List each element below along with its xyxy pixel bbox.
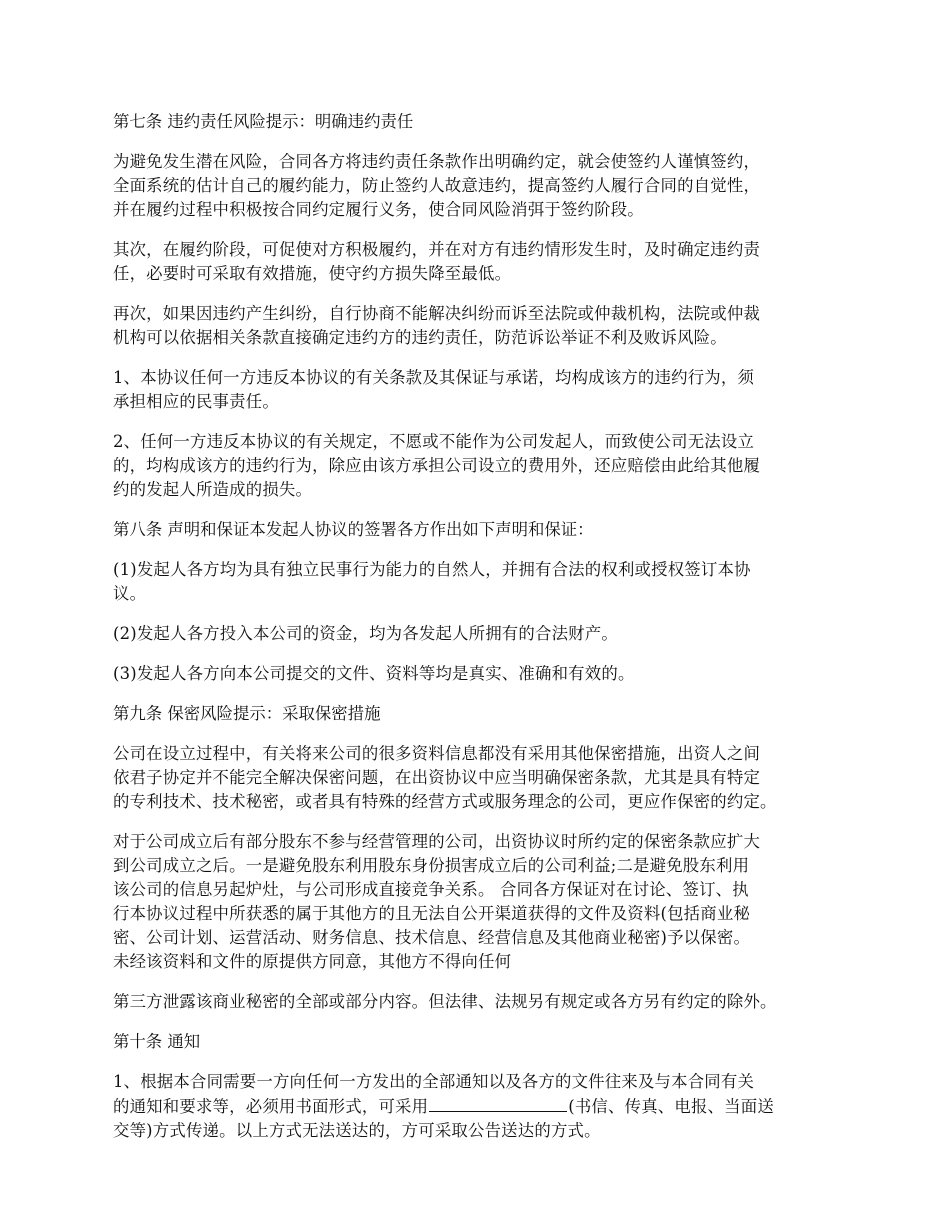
- text-line: 依君子协定并不能完全解决保密问题，在出资协议中应当明确保密条款，尤其是具有特定: [113, 768, 761, 787]
- text-line: 未经该资料和文件的原提供方同意，其他方不得向任何: [113, 952, 512, 971]
- article-7-paragraph-2: [113, 238, 855, 286]
- text-line: (2)发起人各方投入本公司的资金，均为各发起人所拥有的合法财产。: [113, 624, 618, 643]
- text-line: [113, 1094, 855, 1119]
- article-7-paragraph-3: [113, 302, 855, 350]
- text-line: 交等)方式传递。以上方式无法送达的，方可采取公告送达的方式。: [113, 1121, 601, 1140]
- text-line: 任，必要时可采取有效措施，使守约方损失降至最低。: [113, 264, 512, 283]
- article-8-item-3: [113, 662, 855, 686]
- text-line: 2、任何一方违反本协议的有关规定，不愿或不能作为公司发起人，而致使公司无法设立: [113, 432, 755, 451]
- article-10-item-1: [113, 1070, 855, 1143]
- text-line: 密、公司计划、运营活动、财务信息、技术信息、经营信息及其他商业秘密)予以保密。: [113, 928, 751, 947]
- text-line: 议。: [113, 584, 147, 603]
- text-line: 为避免发生潜在风险，合同各方将违约责任条款作出明确约定，就会使签约人谨慎签约，: [113, 152, 761, 171]
- text-line: 全面系统的估计自己的履约能力，防止签约人故意违约，提高签约人履行合同的自觉性，: [113, 176, 761, 195]
- article-9-paragraph-3: [113, 990, 855, 1014]
- text-line: 机构可以依据相关条款直接确定违约方的违约责任，防范诉讼举证不利及败诉风险。: [113, 328, 727, 347]
- text-line: (3)发起人各方向本公司提交的文件、资料等均是真实、准确和有效的。: [113, 664, 635, 683]
- text-segment: (书信、传真、电报、当面送: [568, 1097, 774, 1116]
- article-8-item-1: [113, 558, 855, 606]
- article-7-paragraph-1: [113, 150, 855, 222]
- text-segment: 的通知和要求等，必须用书面形式，可采用: [113, 1097, 429, 1116]
- article-7-item-1: [113, 366, 855, 414]
- text-line: 其次，在履约阶段，可促使对方积极履约，并在对方有违约情形发生时，及时确定违约责: [113, 240, 761, 259]
- text-line: 再次，如果因违约产生纠纷，自行协商不能解决纠纷而诉至法院或仲裁机构，法院或仲裁: [113, 304, 761, 323]
- text-line: 的，均构成该方的违约行为，除应由该方承担公司设立的费用外，还应赔偿由此给其他履: [113, 456, 761, 475]
- text-line: 并在履约过程中积极按合同约定履行义务，使合同风险消弭于签约阶段。: [113, 200, 644, 219]
- text-line: 行本协议过程中所获悉的属于其他方的且无法自公开渠道获得的文件及资料(包括商业秘: [113, 904, 751, 923]
- article-9-paragraph-2: [113, 830, 855, 974]
- article-9-paragraph-1: [113, 742, 855, 814]
- text-line: (1)发起人各方均为具有独立民事行为能力的自然人，并拥有合法的权利或授权签订本协: [113, 560, 751, 579]
- article-9-heading: 第九条 保密风险提示：采取保密措施: [113, 704, 381, 723]
- text-line: 对于公司成立后有部分股东不参与经营管理的公司，出资协议时所约定的保密条款应扩大: [113, 832, 761, 851]
- text-line: 到公司成立之后。一是避免股东利用股东身份损害成立后的公司利益;二是避免股东利用: [113, 856, 750, 875]
- text-line: 约的发起人所造成的损失。: [113, 480, 313, 499]
- article-7-item-2: [113, 430, 855, 502]
- document-page: [113, 110, 855, 1159]
- text-line: 的专利技术、技术秘密，或者具有特殊的经营方式或服务理念的公司，更应作保密的约定。: [113, 792, 777, 811]
- article-7-heading: 第七条 违约责任风险提示：明确违约责任: [113, 112, 414, 131]
- fill-in-blank: [429, 1094, 567, 1112]
- text-line: 1、本协议任何一方违反本协议的有关条款及其保证与承诺，均构成该方的违约行为，须: [113, 368, 755, 387]
- text-line: 公司在设立过程中，有关将来公司的很多资料信息都没有采用其他保密措施，出资人之间: [113, 744, 761, 763]
- text-line: 第三方泄露该商业秘密的全部或部分内容。但法律、法规另有规定或各方另有约定的除外。: [113, 992, 777, 1011]
- text-line: 该公司的信息另起炉灶，与公司形成直接竞争关系。 合同各方保证对在讨论、签订、执: [113, 880, 749, 899]
- article-10-heading: 第十条 通知: [113, 1032, 201, 1051]
- text-line: 1、根据本合同需要一方向任何一方发出的全部通知以及各方的文件往来及与本合同有关: [113, 1072, 755, 1091]
- text-line: 承担相应的民事责任。: [113, 392, 279, 411]
- article-8-item-2: [113, 622, 855, 646]
- article-8-heading: 第八条 声明和保证本发起人协议的签署各方作出如下声明和保证：: [113, 520, 594, 539]
